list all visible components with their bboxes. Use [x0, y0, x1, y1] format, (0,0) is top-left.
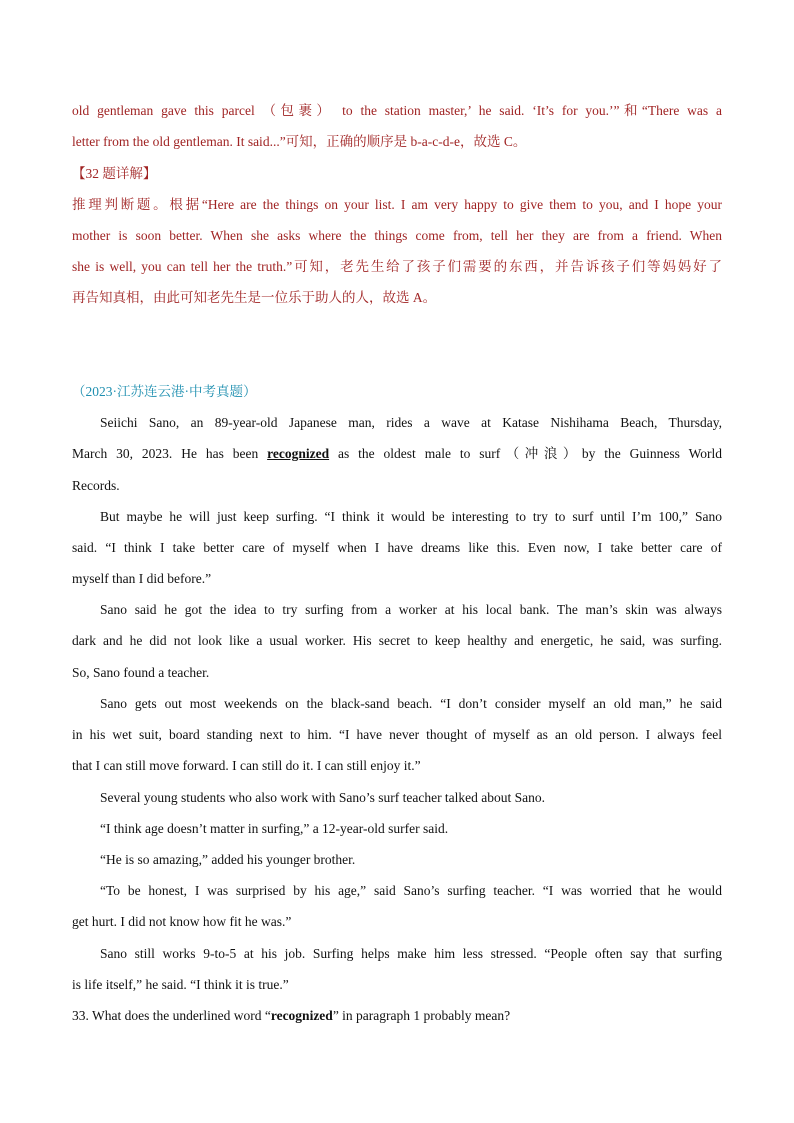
passage-p2-line-3: myself than I did before.” [72, 571, 212, 586]
passage-p5: Several young students who also work with Sano’s surf teacher talked about Sano. [100, 790, 546, 805]
passage-p7: “He is so amazing,” added his younger brother. [100, 852, 356, 867]
passage-p4-line-1: Sano gets out most weekends on the black-sand beach. “I don’t consider myself an old man,” he said [100, 696, 722, 711]
passage-p1-line-3: Records. [72, 478, 120, 493]
q32-line-2: mother is soon better. When she asks where the things come from, tell her they are from a friend. When [72, 228, 722, 243]
passage-p8-line-2: get hurt. I did not know how fit he was.” [72, 914, 292, 929]
passage-text: as the oldest male to surf（冲浪）by the Guinness World [329, 446, 722, 461]
passage-text: March 30, 2023. He has been [72, 446, 268, 461]
source-tag: （2023·江苏连云港·中考真题） [72, 384, 257, 399]
passage-p6: “I think age doesn’t matter in surfing,” a 12-year-old surfer said. [100, 821, 449, 836]
q32-line-1: 推理判断题。根据“Here are the things on your list. I am very happy to give them to you, and I hope your [72, 197, 722, 212]
question-text: 33. What does the underlined word “ [72, 1008, 271, 1023]
underlined-word: recognized [267, 446, 330, 461]
answer-line-2: letter from the old gentleman. It said...”可知，正确的顺序是 b-a-c-d-e，故选 C。 [72, 134, 527, 149]
passage-p8-line-1: “To be honest, I was surprised by his age,” said Sano’s surfing teacher. “I was worried that he would [100, 883, 722, 898]
question-text: ” in paragraph 1 probably mean? [332, 1008, 511, 1023]
question-keyword: recognized [270, 1008, 333, 1023]
passage-p4-line-3: that I can still move forward. I can still do it. I can still enjoy it.” [72, 758, 421, 773]
q32-heading: 【32 题详解】 [72, 166, 157, 181]
passage-p3-line-1: Sano said he got the idea to try surfing from a worker at his local bank. The man’s skin was always [100, 602, 722, 617]
answer-line-1: old gentleman gave this parcel （包裹） to the station master,’ he said. ‘It’s for you.’”和“There was a [72, 103, 722, 118]
passage-p1-line-1: Seiichi Sano, an 89-year-old Japanese man, rides a wave at Katase Nishihama Beach, Thursday, [100, 415, 722, 430]
passage-p2-line-1: But maybe he will just keep surfing. “I think it would be interesting to try to surf until I’m 100,” Sano [100, 509, 722, 524]
passage-p3-line-2: dark and he did not look like a usual worker. His secret to keep healthy and energetic, he said, was surfing. [72, 633, 722, 648]
passage-p3-line-3: So, Sano found a teacher. [72, 665, 210, 680]
passage-p2-line-2: said. “I think I take better care of myself when I have dreams like this. Even now, I take better care of [72, 540, 722, 555]
passage-p9-line-2: is life itself,” he said. “I think it is true.” [72, 977, 289, 992]
q32-line-4: 再告知真相，由此可知老先生是一位乐于助人的人，故选 A。 [72, 290, 437, 305]
passage-p4-line-2: in his wet suit, board standing next to him. “I have never thought of myself as an old person. I always feel [72, 727, 722, 742]
q32-line-3: she is well, you can tell her the truth.”可知，老先生给了孩子们需要的东西，并告诉孩子们等妈妈好了 [72, 259, 722, 274]
question-33 [72, 1007, 722, 1025]
passage-p9-line-1: Sano still works 9-to-5 at his job. Surfing helps make him less stressed. “People often say that surfing [100, 946, 722, 961]
passage-p1-line-2 [72, 445, 722, 463]
